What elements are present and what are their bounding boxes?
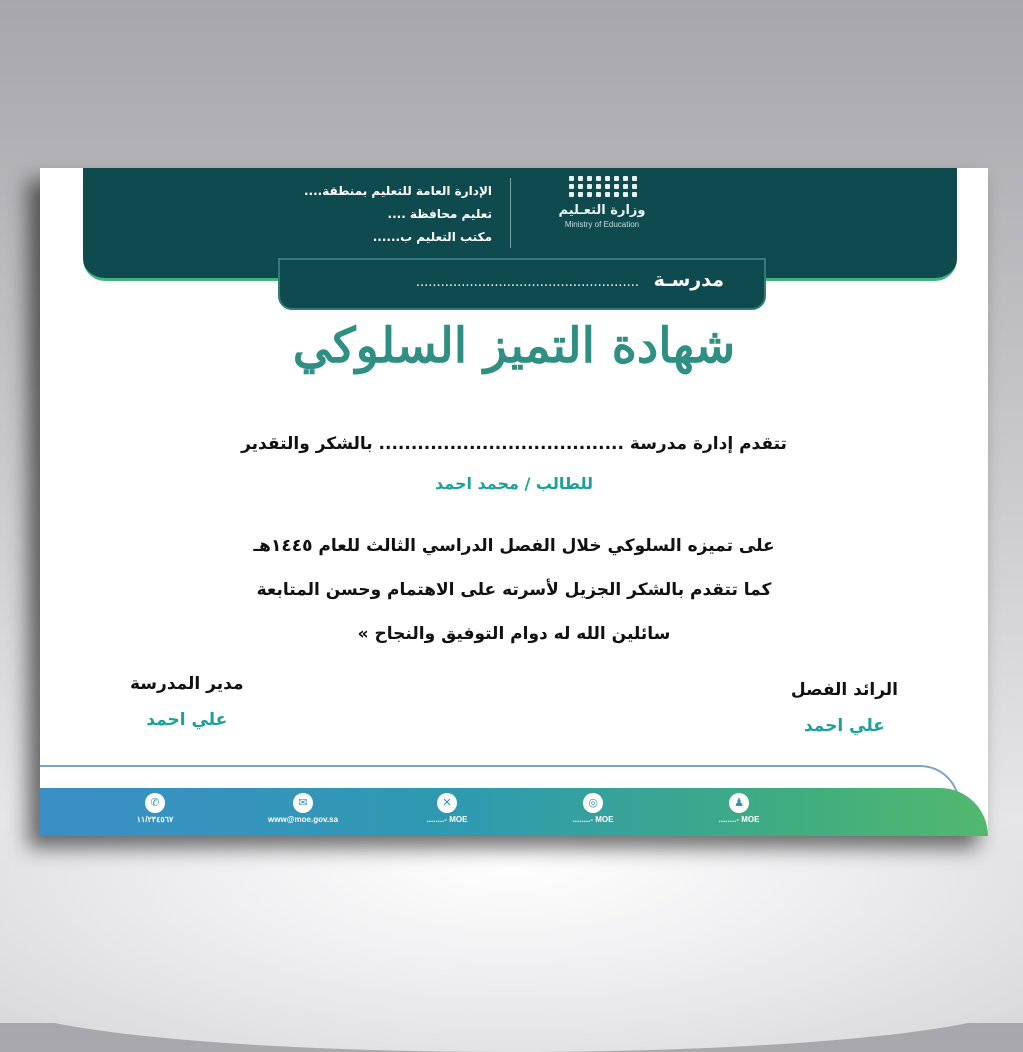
footer-mail-text: www@moe.gov.sa (268, 815, 338, 824)
footer-instagram-text: ........- MOE (572, 815, 614, 824)
student-name: للطالب / محمد احمد (434, 474, 594, 493)
pedestal-background (0, 812, 1023, 1052)
certificate-body (40, 524, 988, 656)
instagram-icon: ◎ (583, 793, 603, 813)
class-leader-role: الرائد الفصل (790, 680, 898, 700)
footer-x (392, 793, 502, 824)
admin-line: تعليم محافظة .... (387, 207, 492, 221)
admin-block (304, 180, 492, 249)
admin-line: الإدارة العامة للتعليم بمنطقة.... (303, 184, 492, 198)
school-dots: ...................................................... (415, 275, 639, 290)
footer-instagram (538, 793, 648, 824)
mail-icon: ✉ (293, 793, 313, 813)
body-line: سائلين الله له دوام التوفيق والنجاح » (357, 624, 671, 644)
principal-role: مدير المدرسة (130, 674, 244, 694)
x-icon: ✕ (437, 793, 457, 813)
certificate-title: شهادة التميز السلوكي (292, 318, 736, 374)
footer-snapchat-text: ........- MOE (718, 815, 760, 824)
class-leader-signature (791, 680, 898, 736)
school-name-bar (278, 258, 766, 310)
footer-band (40, 788, 988, 836)
footer-phone-text: ١١/٢٣٤٥٦٧ (136, 815, 174, 824)
school-label: مدرسـة (653, 269, 724, 291)
logo-dots-icon (547, 176, 657, 197)
ministry-logo (547, 176, 657, 229)
footer-x-text: ........- MOE (426, 815, 468, 824)
snapchat-icon: ♟ (729, 793, 749, 813)
logo-english-text: Ministry of Education (564, 220, 640, 229)
admin-line: مكتب التعليم ب...... (372, 230, 492, 244)
principal-name: علي احمد (146, 710, 228, 730)
school-field (416, 269, 724, 291)
footer-snapchat (684, 793, 794, 824)
header-divider (510, 178, 511, 248)
phone-icon: ✆ (145, 793, 165, 813)
footer-phone (100, 793, 210, 824)
principal-signature (130, 674, 243, 730)
body-line: على تميزه السلوكي خلال الفصل الدراسي الثالث للعام ١٤٤٥هـ (253, 536, 775, 556)
body-line: كما تتقدم بالشكر الجزيل لأسرته على الاهتمام وحسن المتابعة (256, 580, 772, 600)
logo-arabic-text: وزارة التعـليم (558, 203, 646, 218)
intro-line: تتقدم إدارة مدرسة ...................................... بالشكر والتقدير (241, 434, 787, 454)
class-leader-name: علي احمد (803, 716, 885, 736)
footer-mail (248, 793, 358, 824)
certificate-card (40, 168, 988, 836)
